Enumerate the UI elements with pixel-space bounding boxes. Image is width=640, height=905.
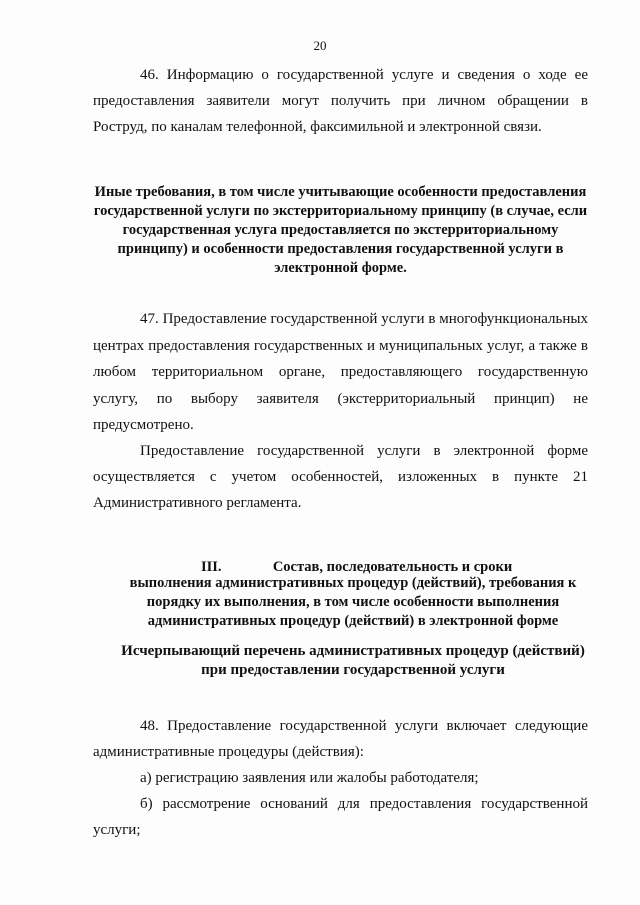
page-number: 20 — [313, 38, 327, 53]
paragraph-46: 46. Информацию о государственной услуге и сведения о ходе ее предоставления заявители могут получить при личном обращении в Роструд, по каналам телефонной, факсимильной и электронной связи. — [93, 67, 588, 135]
paragraph-47: 47. Предоставление государственной услуги в многофункциональных центрах предоставления государственных и муниципальных услуг, а также в любом территориальном органе, предоставляющего государственную услугу, по выбору заявителя (экстерриториальный принцип) не предусмотрено. — [93, 311, 588, 433]
subheading-procedures-list: Исчерпывающий перечень административных процедур (действий) при предоставлении государственной услуги — [121, 643, 585, 678]
paragraph-48: 48. Предоставление государственной услуги включает следующие административные процедуры (действия): — [93, 718, 588, 760]
list-item-a: а) регистрацию заявления или жалобы работодателя; — [140, 770, 479, 786]
paragraph-47-electronic: Предоставление государственной услуги в электронной форме осуществляется с учетом особенностей, изложенных в пункте 21 Административного регламента. — [93, 443, 588, 511]
section-iii-title-rest: выполнения административных процедур (действий), требования к порядку их выполнения, в том числе особенности выполнения административных процедур (действий) в электронной форме — [129, 575, 577, 629]
section-numeral: III. — [201, 559, 222, 575]
section-title-line1: Состав, последовательность и сроки — [272, 559, 513, 575]
heading-other-requirements: Иные требования, в том числе учитывающие особенности предоставления государственной услуги по экстерриториальному принципу (в случае, если государственная услуга предоставляется по экстерриториальному принципу) и особенности предоставления государственной услуги в электронной форме. — [93, 184, 588, 276]
list-item-b: б) рассмотрение оснований для предоставления государственной услуги; — [93, 796, 588, 838]
